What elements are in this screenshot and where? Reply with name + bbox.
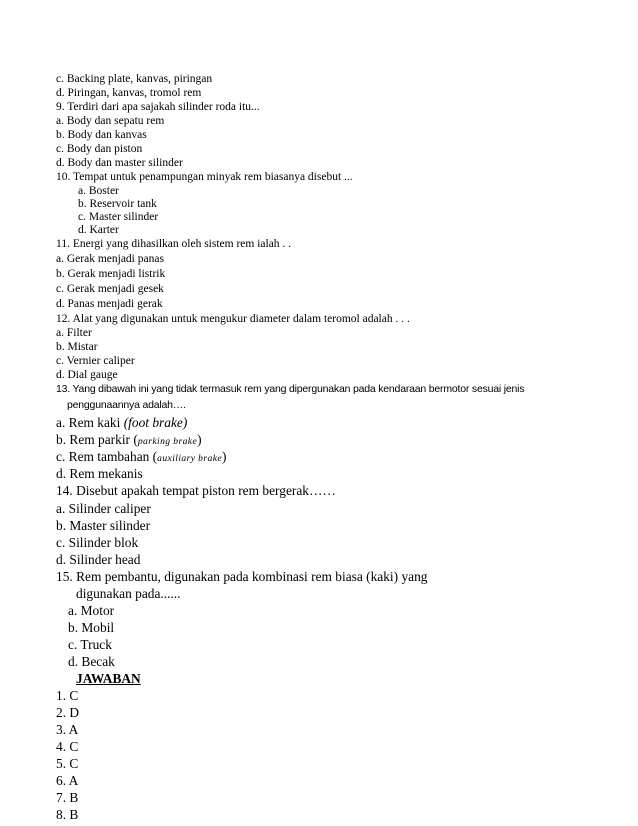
question-15: 15. Rem pembantu, digunakan pada kombinasi rem biasa (kaki) yang <box>56 569 428 584</box>
option-item: b. Rem parkir (parking brake) <box>56 432 202 447</box>
text-line: d. Dial gauge <box>56 369 118 381</box>
option-item: a. Rem kaki (foot brake) <box>56 415 188 430</box>
text-line: b. Body dan kanvas <box>56 129 147 141</box>
text-line: a. Body dan sepatu rem <box>56 115 165 127</box>
option-item: b. Reservoir tank <box>78 198 157 210</box>
option-item: c. Master silinder <box>78 211 159 223</box>
option-item: c. Rem tambahan (auxiliary brake) <box>56 449 227 464</box>
text-line: c. Gerak menjadi gesek <box>56 283 164 295</box>
answer-item: 2. D <box>56 705 80 720</box>
question-11: 11. Energi yang dihasilkan oleh sistem rem ialah . . <box>56 238 292 250</box>
text-line: d. Body dan master silinder <box>56 157 183 169</box>
text-line: b. Master silinder <box>56 518 151 533</box>
answer-item: 5. C <box>56 756 79 771</box>
option-item: d. Karter <box>78 224 119 236</box>
text-line: c. Vernier caliper <box>56 355 135 367</box>
answer-item: 4. C <box>56 739 79 754</box>
text-line: d. Panas menjadi gerak <box>56 298 163 310</box>
answer-item: 8. B <box>56 807 79 822</box>
question-13: 13. Yang dibawah ini yang tidak termasuk rem yang dipergunakan pada kendaraan bermotor sesuai jenis <box>56 383 525 395</box>
answer-item: 1. C <box>56 688 79 703</box>
option-item: d. Becak <box>68 654 115 669</box>
text-line: d. Silinder head <box>56 552 141 567</box>
text-line: d. Piringan, kanvas, tromol rem <box>56 87 202 99</box>
answer-item: 6. A <box>56 773 79 788</box>
option-item: a. Boster <box>78 185 119 197</box>
text-line: a. Gerak menjadi panas <box>56 253 164 265</box>
text-line: c. Backing plate, kanvas, piringan <box>56 73 213 85</box>
question-10: 10. Tempat untuk penampungan minyak rem biasanya disebut ... <box>56 171 353 183</box>
text-line: a. Silinder caliper <box>56 501 151 516</box>
answer-item: 3. A <box>56 722 79 737</box>
text-line: b. Gerak menjadi listrik <box>56 268 166 280</box>
answers-heading: JAWABAN <box>76 671 141 686</box>
option-item: b. Mobil <box>68 620 115 635</box>
text-line: a. Filter <box>56 327 92 339</box>
text-line: 9. Terdiri dari apa sajakah silinder roda itu... <box>56 101 260 113</box>
question-14: 14. Disebut apakah tempat piston rem bergerak…… <box>56 483 336 498</box>
text-line: b. Mistar <box>56 341 98 353</box>
text-line: c. Silinder blok <box>56 535 139 550</box>
answer-item: 7. B <box>56 790 79 805</box>
question-15-continuation: digunakan pada...... <box>76 586 181 601</box>
text-line: c. Body dan piston <box>56 143 143 155</box>
question-12: 12. Alat yang digunakan untuk mengukur diameter dalam teromol adalah . . . <box>56 313 410 325</box>
option-item: c. Truck <box>68 637 112 652</box>
question-13-continuation: penggunaannya adalah…. <box>67 399 186 411</box>
option-item: a. Motor <box>68 603 115 618</box>
option-item: d. Rem mekanis <box>56 466 143 481</box>
